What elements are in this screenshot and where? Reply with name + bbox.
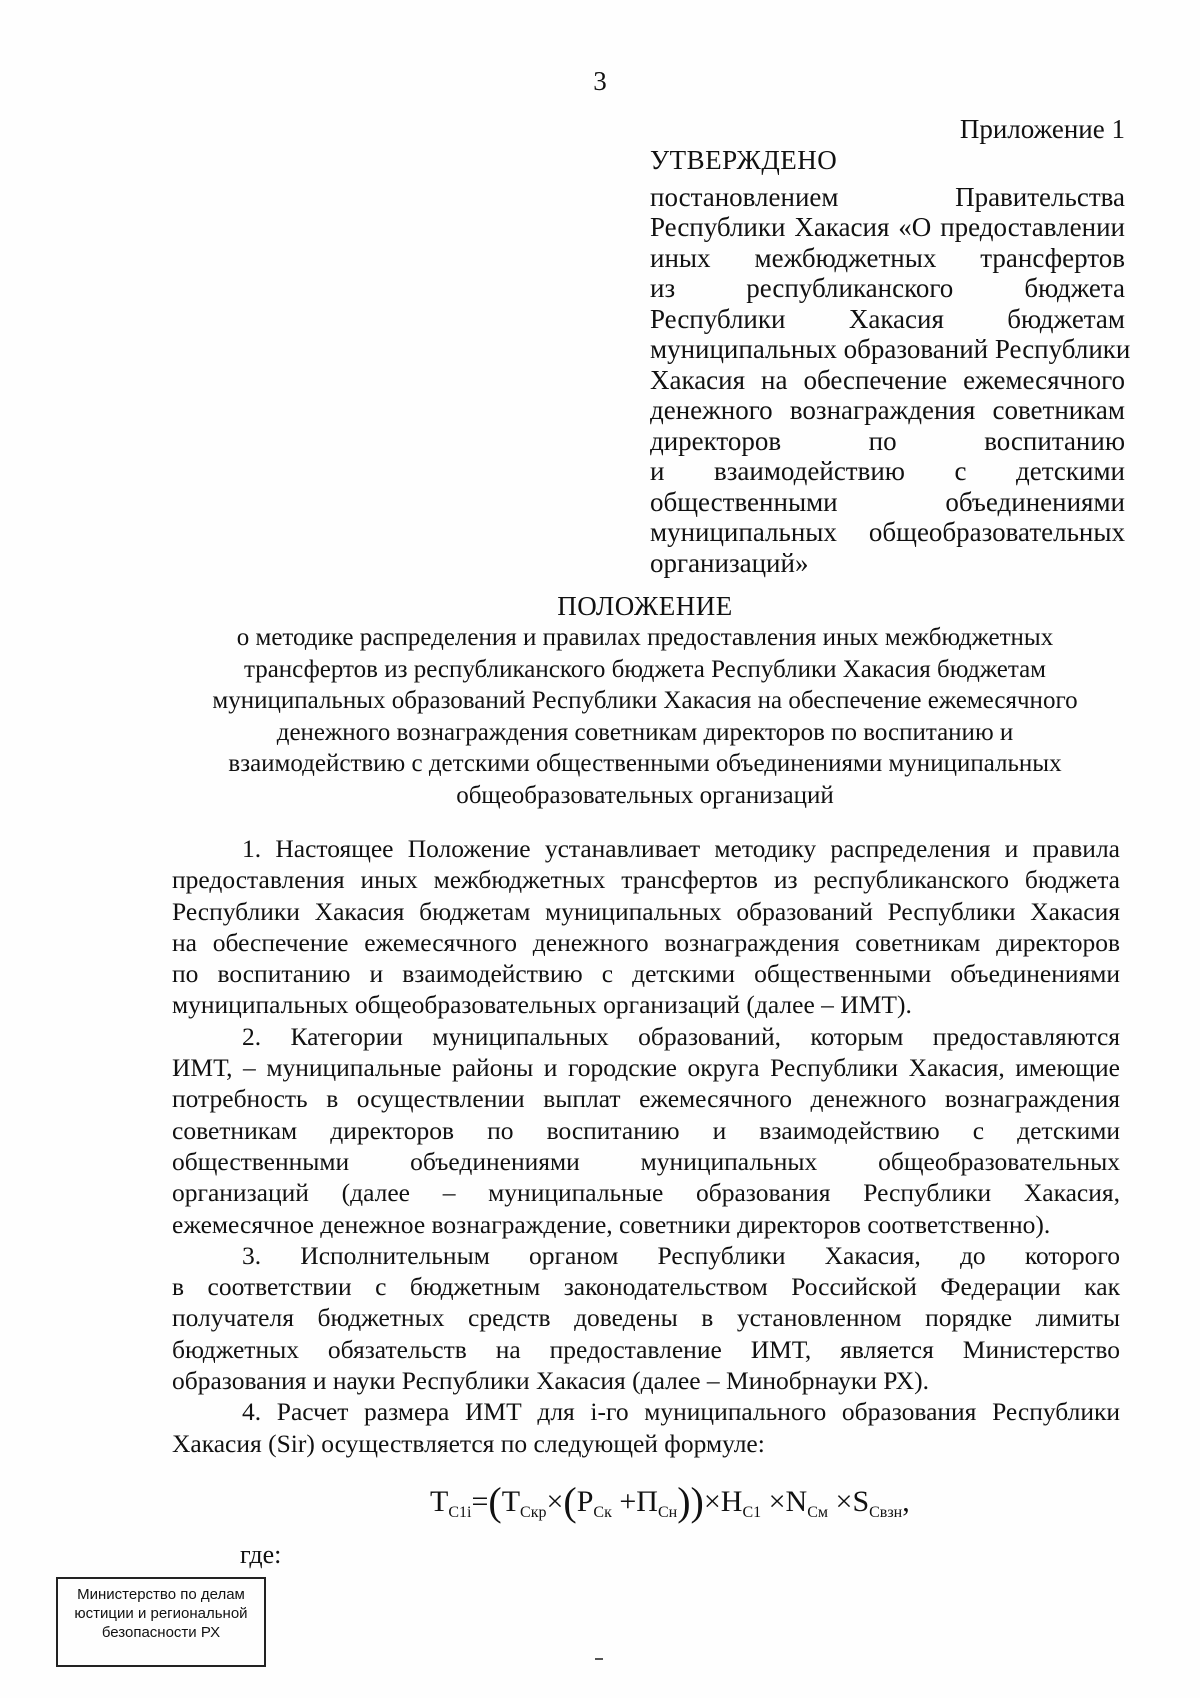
subtitle-line: муниципальных образований Республики Хакасия на обеспечение ежемесячного: [212, 687, 1078, 714]
paragraph-line: в соответствии с бюджетным законодательством Российской Федерации как: [172, 1272, 1120, 1302]
approval-line: из республиканского бюджета: [650, 273, 1125, 303]
formula-paren: (: [488, 1479, 502, 1524]
paragraph-line: потребность в осуществлении выплат ежемесячного денежного вознаграждения: [172, 1084, 1120, 1114]
paragraph-line: советникам директоров по воспитанию и взаимодействию с детскими: [172, 1115, 1120, 1145]
approval-block: [650, 145, 1131, 578]
document-body: [172, 833, 1120, 1459]
stamp-line: юстиции и региональной: [74, 1605, 248, 1622]
stamp-line: безопасности РХ: [101, 1624, 221, 1641]
paragraph-line: 2. Категории муниципальных образований, которым предоставляются: [242, 1021, 1120, 1051]
paragraph-3: [172, 1240, 1120, 1396]
formula-var: T: [501, 1485, 521, 1518]
formula-sub: Сн: [657, 1504, 678, 1521]
approval-line: муниципальных образований Республики: [650, 334, 1131, 364]
formula-paren: (: [563, 1479, 577, 1524]
paragraph-line: по воспитанию и взаимодействию с детскими общественными объединениями: [172, 959, 1120, 989]
formula-sub: C1i: [448, 1504, 472, 1521]
formula-var: T: [430, 1485, 449, 1518]
formula-sub: См: [807, 1504, 829, 1521]
subtitle-line: трансфертов из республиканского бюджета Республики Хакасия бюджетам: [243, 655, 1047, 683]
paragraph-line: бюджетных обязательств на предоставление ИМТ, является Министерство: [172, 1334, 1120, 1364]
approval-line: муниципальных общеобразовательных: [650, 517, 1125, 547]
paragraph-2: [172, 1021, 1120, 1240]
subtitle-line: о методике распределения и правилах предоставления иных межбюджетных: [236, 624, 1054, 651]
paragraph-line: на обеспечение ежемесячного денежного вознаграждения советникам директоров: [172, 927, 1120, 957]
paragraph-line: 1. Настоящее Положение устанавливает методику распределения и правила: [242, 834, 1120, 863]
approval-line: иных межбюджетных трансфертов: [650, 242, 1125, 273]
formula-op: ×: [835, 1485, 853, 1518]
paragraph-line: получателя бюджетных средств доведены в установленном порядке лимиты: [172, 1303, 1120, 1333]
paragraph-1: [172, 833, 1120, 1021]
formula-var: П: [636, 1485, 658, 1518]
subtitle-line: денежного вознаграждения советникам директоров по воспитанию и: [276, 718, 1014, 746]
paragraph-line: 4. Расчет размера ИМТ для i-го муниципального образования Республики: [242, 1397, 1120, 1427]
subtitle-line: взаимодействию с детскими общественными объединениями муниципальных: [228, 750, 1062, 777]
paragraph-line: образования и науки Республики Хакасия (далее – Минобрнауки РХ).: [172, 1366, 929, 1396]
approval-line: общественными объединениями: [650, 486, 1125, 517]
formula-sub: C1: [742, 1504, 762, 1521]
formula-sub: Скр: [520, 1504, 547, 1521]
document-title: ПОЛОЖЕНИЕ: [557, 591, 733, 621]
paragraph-line: организаций (далее – муниципальные образования Республики Хакасия,: [172, 1178, 1120, 1208]
paragraph-line: 3. Исполнительным органом Республики Хакасия, до которого: [242, 1240, 1120, 1270]
formula-sub: Ск: [593, 1504, 612, 1521]
where-label: где:: [240, 1540, 282, 1569]
stamp-line: Министерство по делам: [77, 1586, 245, 1603]
approval-line: организаций»: [650, 547, 809, 578]
formula-op: ×: [546, 1485, 564, 1518]
paragraph-line: общественными объединениями муниципальных общеобразовательных: [172, 1146, 1120, 1176]
formula-sub: Свзн: [869, 1504, 903, 1521]
approval-line: постановлением Правительства: [650, 181, 1125, 212]
formula-op: =: [471, 1485, 489, 1518]
page-number: 3: [593, 66, 607, 96]
approval-line: и взаимодействию с детскими: [650, 456, 1125, 486]
paragraph-line: ИМТ, – муниципальные районы и городские округа Республики Хакасия, имеющие: [172, 1053, 1120, 1083]
ministry-stamp: [56, 1577, 266, 1667]
formula-var: S: [852, 1485, 870, 1518]
formula-var: P: [576, 1485, 594, 1518]
paragraph-line: муниципальных общеобразовательных организаций (далее – ИМТ).: [172, 990, 912, 1020]
formula-op: ×: [768, 1485, 786, 1518]
approval-stamp: УТВЕРЖДЕНО: [650, 145, 838, 175]
formula-var: N: [785, 1485, 808, 1518]
formula-op: +: [619, 1485, 637, 1518]
approval-line: Республики Хакасия «О предоставлении: [650, 212, 1125, 242]
formula-var: H: [720, 1485, 743, 1518]
document-subtitle: [175, 622, 1115, 811]
formula-op: ×: [703, 1485, 721, 1518]
approval-line: Республики Хакасия бюджетам: [650, 303, 1125, 334]
formula: [430, 1478, 910, 1525]
formula-paren: ): [690, 1479, 704, 1524]
paragraph-line: ежемесячное денежное вознаграждение, советники директоров соответственно).: [172, 1209, 1051, 1239]
paragraph-4: [172, 1396, 1120, 1459]
paragraph-line: Хакасия (Sir) осуществляется по следующей формуле:: [172, 1428, 765, 1458]
paragraph-line: Республики Хакасия бюджетам муниципальных образований Республики Хакасия: [172, 896, 1120, 926]
formula-comma: ,: [902, 1485, 910, 1518]
approval-line: Хакасия на обеспечение ежемесячного: [650, 364, 1125, 395]
formula-paren: ): [677, 1479, 691, 1524]
subtitle-line: общеобразовательных организаций: [456, 781, 834, 809]
approval-line: денежного вознаграждения советникам: [650, 395, 1125, 425]
approval-text: [650, 181, 1131, 579]
approval-line: директоров по воспитанию: [650, 425, 1125, 456]
scan-mark: [595, 1658, 603, 1660]
paragraph-line: предоставления иных межбюджетных трансфертов из республиканского бюджета: [172, 865, 1120, 895]
appendix-label: Приложение 1: [959, 114, 1125, 144]
